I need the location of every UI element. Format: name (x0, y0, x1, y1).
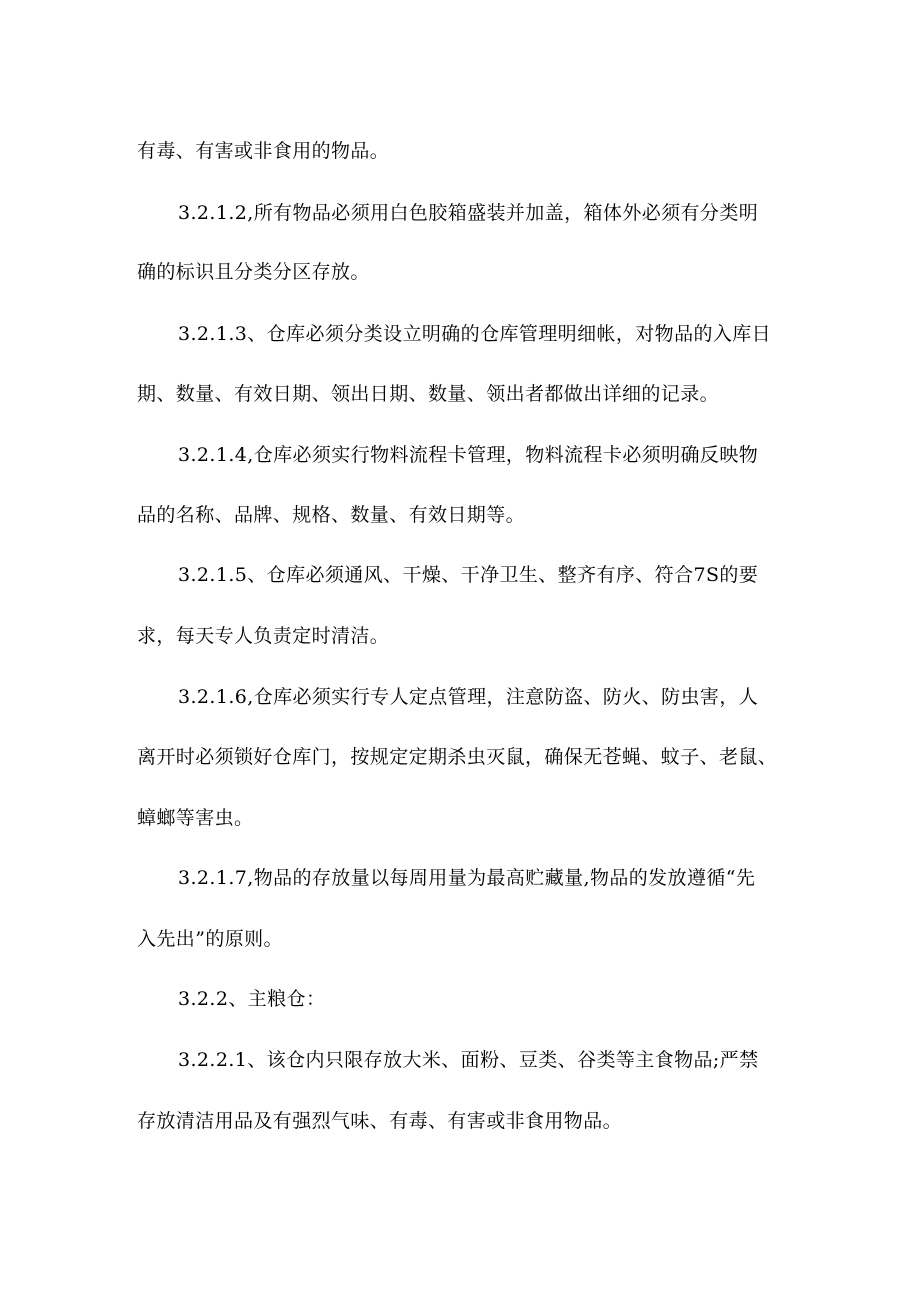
text-line: 3.2.1.2,所有物品必须用白色胶箱盛装并加盖，箱体外必须有分类明 (178, 202, 759, 224)
text-line: 3.2.1.3、仓库必须分类设立明确的仓库管理明细帐，对物品的入库日 (178, 323, 772, 345)
text-line: 入先出”的原则。 (137, 928, 283, 950)
text-line: 期、数量、有效日期、领出日期、数量、领出者都做出详细的记录。 (137, 383, 720, 405)
text-line: 求，每天专人负责定时清洁。 (137, 625, 390, 647)
text-line: 品的名称、品牌、规格、数量、有效日期等。 (137, 504, 526, 526)
text-line: 3.2.1.4,仓库必须实行物料流程卡管理，物料流程卡必须明确反映物 (178, 444, 759, 466)
text-line: 3.2.1.5、仓库必须通风、干燥、干净卫生、整齐有序、符合7S的要 (178, 564, 759, 586)
text-line: 离开时必须锁好仓库门，按规定定期杀虫灭鼠，确保无苍蝇、蚊子、老鼠、 (137, 746, 778, 768)
text-line: 存放清洁用品及有强烈气味、有毒、有害或非食用物品。 (137, 1110, 623, 1132)
text-line: 蟑螂等害虫。 (137, 807, 254, 829)
text-line: 确的标识且分类分区存放。 (137, 261, 370, 283)
text-line: 3.2.2、主粮仓： (178, 988, 326, 1010)
text-line: 3.2.2.1、该仓内只限存放大米、面粉、豆类、谷类等主食物品;严禁 (178, 1049, 759, 1071)
text-line: 3.2.1.6,仓库必须实行专人定点管理，注意防盗、防火、防虫害，人 (178, 686, 759, 708)
text-line: 有毒、有害或非食用的物品。 (137, 140, 390, 162)
text-line: 3.2.1.7,物品的存放量以每周用量为最高贮藏量,物品的发放遵循“先 (178, 867, 756, 889)
